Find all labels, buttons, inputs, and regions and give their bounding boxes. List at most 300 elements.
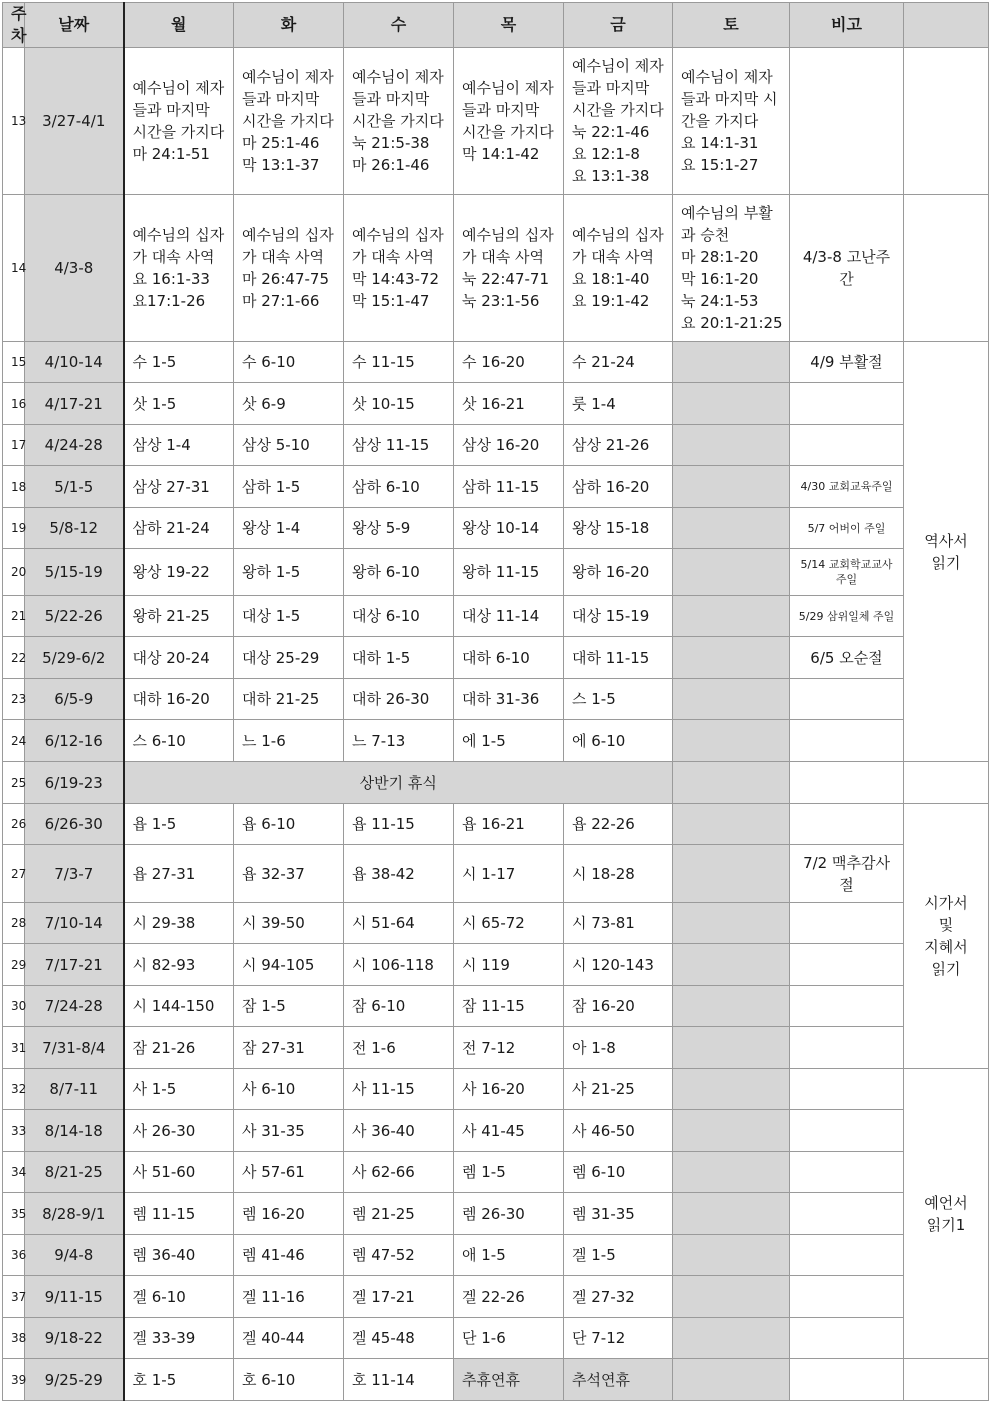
reading-tuesday: 렘 41-46 <box>234 1235 344 1276</box>
reading-tuesday: 사 6-10 <box>234 1069 344 1110</box>
reading-saturday <box>673 195 790 342</box>
text-line: 주일 <box>835 573 858 586</box>
reading-thursday: 시 1-17 <box>454 845 564 903</box>
reading-monday: 사 26-30 <box>124 1110 234 1152</box>
text-line: 및 <box>938 916 954 934</box>
saturday-blank <box>673 903 790 944</box>
text-line: 들과 마지막 <box>242 90 320 108</box>
text-line: 들과 마지막 <box>352 90 430 108</box>
text-line: 과 승천 <box>681 226 730 244</box>
reading-friday: 룻 1-4 <box>564 383 673 425</box>
reading-wednesday: 느 7-13 <box>344 720 454 762</box>
text-line: 요 19:1-42 <box>572 292 650 310</box>
week-dates: 5/1-5 <box>25 466 124 508</box>
week-row <box>3 1193 989 1235</box>
reading-tuesday: 호 6-10 <box>234 1359 344 1401</box>
header-note: 비고 <box>790 3 904 48</box>
text-line: 요 13:1-38 <box>572 167 650 185</box>
text-line: 가 대속 사역 <box>132 248 215 266</box>
section-blank <box>904 1359 989 1401</box>
reading-tuesday: 삼하 1-5 <box>234 466 344 508</box>
header-row <box>3 3 989 48</box>
reading-monday: 욥 27-31 <box>124 845 234 903</box>
reading-thursday <box>454 195 564 342</box>
week-row <box>3 1027 989 1069</box>
note-cell <box>790 762 904 804</box>
reading-monday: 수 1-5 <box>124 342 234 383</box>
reading-wednesday: 왕상 5-9 <box>344 508 454 549</box>
week-number: 19 <box>3 508 25 549</box>
reading-wednesday: 대상 6-10 <box>344 596 454 637</box>
week-dates: 4/10-14 <box>25 342 124 383</box>
reading-wednesday: 시 51-64 <box>344 903 454 944</box>
week-dates: 8/7-11 <box>25 1069 124 1110</box>
note-cell <box>790 944 904 986</box>
saturday-blank <box>673 720 790 762</box>
text-line: 시간을 가지다 <box>132 123 225 141</box>
reading-friday: 왕하 16-20 <box>564 549 673 596</box>
week-row <box>3 903 989 944</box>
week-row <box>3 508 989 549</box>
reading-friday: 스 1-5 <box>564 679 673 720</box>
note-cell <box>790 1318 904 1359</box>
week-row <box>3 1069 989 1110</box>
week-number: 17 <box>3 425 25 466</box>
reading-thursday: 시 119 <box>454 944 564 986</box>
reading-friday: 시 18-28 <box>564 845 673 903</box>
header-thursday: 목 <box>454 3 564 48</box>
reading-friday: 왕상 15-18 <box>564 508 673 549</box>
reading-wednesday <box>344 48 454 195</box>
text-line: 절 <box>839 875 854 894</box>
reading-tuesday: 수 6-10 <box>234 342 344 383</box>
note-cell <box>790 1027 904 1069</box>
reading-tuesday: 겔 11-16 <box>234 1276 344 1318</box>
reading-monday: 렘 36-40 <box>124 1235 234 1276</box>
reading-tuesday: 왕상 1-4 <box>234 508 344 549</box>
reading-saturday <box>673 48 790 195</box>
saturday-blank <box>673 986 790 1027</box>
note-cell <box>790 383 904 425</box>
reading-monday: 시 144-150 <box>124 986 234 1027</box>
note-cell <box>790 195 904 342</box>
reading-wednesday: 사 36-40 <box>344 1110 454 1152</box>
week-number: 20 <box>3 549 25 596</box>
reading-monday: 대하 16-20 <box>124 679 234 720</box>
saturday-blank <box>673 679 790 720</box>
week-dates: 5/15-19 <box>25 549 124 596</box>
note-cell <box>790 549 904 596</box>
reading-tuesday <box>234 48 344 195</box>
text-line: 예수님이 제자 <box>572 57 664 75</box>
note-cell <box>790 845 904 903</box>
reading-thursday: 잠 11-15 <box>454 986 564 1027</box>
reading-tuesday: 욥 32-37 <box>234 845 344 903</box>
reading-tuesday: 느 1-6 <box>234 720 344 762</box>
reading-wednesday: 욥 38-42 <box>344 845 454 903</box>
text-line: 마 28:1-20 <box>681 248 759 266</box>
text-line: 예수님이 제자 <box>462 79 554 97</box>
reading-plan-table <box>2 2 989 1401</box>
note-cell: 5/7 어버이 주일 <box>790 508 904 549</box>
reading-thursday <box>454 48 564 195</box>
week-dates: 7/17-21 <box>25 944 124 986</box>
text-line: 시간을 가지다 <box>572 101 664 119</box>
text-line: 들과 마지막 <box>462 101 540 119</box>
week-number: 24 <box>3 720 25 762</box>
header-section <box>904 3 989 48</box>
reading-wednesday: 수 11-15 <box>344 342 454 383</box>
saturday-blank <box>673 637 790 679</box>
text-line: 7/2 맥추감사 <box>803 853 890 872</box>
week-number: 37 <box>3 1276 25 1318</box>
reading-wednesday: 전 1-6 <box>344 1027 454 1069</box>
week-number: 21 <box>3 596 25 637</box>
week-number: 33 <box>3 1110 25 1152</box>
reading-thursday: 수 16-20 <box>454 342 564 383</box>
reading-friday: 대하 11-15 <box>564 637 673 679</box>
reading-thursday: 왕상 10-14 <box>454 508 564 549</box>
reading-wednesday: 겔 17-21 <box>344 1276 454 1318</box>
reading-friday: 추석연휴 <box>564 1359 673 1401</box>
note-cell <box>790 986 904 1027</box>
week-dates: 9/4-8 <box>25 1235 124 1276</box>
saturday-blank <box>673 342 790 383</box>
text-line: 간 <box>839 270 854 288</box>
text-line: 요 15:1-27 <box>681 156 759 174</box>
reading-thursday: 추휴연휴 <box>454 1359 564 1401</box>
section-label <box>904 804 989 1069</box>
reading-monday: 겔 33-39 <box>124 1318 234 1359</box>
reading-friday: 잠 16-20 <box>564 986 673 1027</box>
note-cell: 5/29 삼위일체 주일 <box>790 596 904 637</box>
note-cell <box>790 1069 904 1110</box>
week-row <box>3 762 989 804</box>
week-row <box>3 1235 989 1276</box>
reading-monday: 삼상 27-31 <box>124 466 234 508</box>
reading-wednesday: 렘 47-52 <box>344 1235 454 1276</box>
week-number: 39 <box>3 1359 25 1401</box>
header-date: 날짜 <box>25 3 124 48</box>
reading-monday: 왕하 21-25 <box>124 596 234 637</box>
week-number: 15 <box>3 342 25 383</box>
week-dates: 3/27-4/1 <box>25 48 124 195</box>
week-row <box>3 637 989 679</box>
reading-wednesday: 겔 45-48 <box>344 1318 454 1359</box>
week-number: 36 <box>3 1235 25 1276</box>
reading-friday: 겔 1-5 <box>564 1235 673 1276</box>
week-row <box>3 466 989 508</box>
saturday-blank <box>673 804 790 845</box>
text-line: 막 13:1-37 <box>242 156 320 174</box>
reading-friday: 수 21-24 <box>564 342 673 383</box>
text-line: 가 대속 사역 <box>352 248 434 266</box>
text-line: 읽기 <box>931 960 961 978</box>
week-dates: 9/18-22 <box>25 1318 124 1359</box>
text-line: 들과 마지막 시 <box>681 90 778 108</box>
text-line: 들과 마지막 <box>572 79 650 97</box>
section-label <box>904 1069 989 1359</box>
saturday-blank <box>673 1193 790 1235</box>
reading-tuesday: 대상 1-5 <box>234 596 344 637</box>
note-cell <box>790 679 904 720</box>
saturday-blank <box>673 1110 790 1152</box>
reading-monday <box>124 195 234 342</box>
week-row <box>3 1318 989 1359</box>
text-line: 눅 21:5-38 <box>352 134 430 152</box>
reading-thursday: 애 1-5 <box>454 1235 564 1276</box>
reading-monday: 욥 1-5 <box>124 804 234 845</box>
text-line: 마 27:1-66 <box>242 292 320 310</box>
reading-wednesday <box>344 195 454 342</box>
header-saturday: 토 <box>673 3 790 48</box>
week-row <box>3 804 989 845</box>
header-monday: 월 <box>124 3 234 48</box>
reading-tuesday: 사 57-61 <box>234 1152 344 1193</box>
week-dates: 7/31-8/4 <box>25 1027 124 1069</box>
saturday-blank <box>673 762 790 804</box>
week-number: 30 <box>3 986 25 1027</box>
week-dates: 9/25-29 <box>25 1359 124 1401</box>
note-cell <box>790 1193 904 1235</box>
header-wednesday: 수 <box>344 3 454 48</box>
week-number: 23 <box>3 679 25 720</box>
reading-monday: 잠 21-26 <box>124 1027 234 1069</box>
week-number: 18 <box>3 466 25 508</box>
reading-wednesday: 삼상 11-15 <box>344 425 454 466</box>
text-line: 읽기 <box>931 553 961 572</box>
saturday-blank <box>673 1318 790 1359</box>
week-number: 22 <box>3 637 25 679</box>
text-line: 간을 가지다 <box>681 112 759 130</box>
note-cell <box>790 1276 904 1318</box>
reading-thursday: 렘 26-30 <box>454 1193 564 1235</box>
week-dates: 6/5-9 <box>25 679 124 720</box>
reading-friday: 렘 31-35 <box>564 1193 673 1235</box>
text-line: 눅 23:1-56 <box>462 292 540 310</box>
week-number: 14 <box>3 195 25 342</box>
week-row <box>3 720 989 762</box>
note-cell <box>790 1235 904 1276</box>
reading-wednesday: 삿 10-15 <box>344 383 454 425</box>
reading-wednesday: 삼하 6-10 <box>344 466 454 508</box>
text-line: 시간을 가지다 <box>352 112 444 130</box>
week-row <box>3 986 989 1027</box>
week-row <box>3 845 989 903</box>
week-number: 26 <box>3 804 25 845</box>
week-row <box>3 596 989 637</box>
text-line: 눅 22:47-71 <box>462 270 549 288</box>
week-dates: 8/28-9/1 <box>25 1193 124 1235</box>
week-number: 38 <box>3 1318 25 1359</box>
reading-wednesday: 렘 21-25 <box>344 1193 454 1235</box>
text-line: 가 대속 사역 <box>462 248 544 266</box>
reading-tuesday: 잠 27-31 <box>234 1027 344 1069</box>
week-dates: 5/22-26 <box>25 596 124 637</box>
text-line: 마 26:47-75 <box>242 270 329 288</box>
reading-tuesday: 왕하 1-5 <box>234 549 344 596</box>
week-row <box>3 1276 989 1318</box>
week-number: 16 <box>3 383 25 425</box>
week-dates: 4/24-28 <box>25 425 124 466</box>
week-row <box>3 425 989 466</box>
text-line: 시가서 <box>924 894 968 912</box>
reading-thursday: 왕하 11-15 <box>454 549 564 596</box>
reading-friday: 렘 6-10 <box>564 1152 673 1193</box>
week-dates: 8/21-25 <box>25 1152 124 1193</box>
text-line: 막 15:1-47 <box>352 292 430 310</box>
text-line: 마 25:1-46 <box>242 134 320 152</box>
reading-wednesday: 잠 6-10 <box>344 986 454 1027</box>
text-line: 4/3-8 고난주 <box>802 248 891 266</box>
text-line: 요 18:1-40 <box>572 270 650 288</box>
text-line: 지혜서 <box>924 938 968 956</box>
week-dates: 4/3-8 <box>25 195 124 342</box>
week-number: 25 <box>3 762 25 804</box>
reading-thursday: 대상 11-14 <box>454 596 564 637</box>
section-blank <box>904 48 989 195</box>
saturday-blank <box>673 1152 790 1193</box>
text-line: 역사서 <box>924 531 968 550</box>
reading-tuesday: 대하 21-25 <box>234 679 344 720</box>
reading-tuesday: 대상 25-29 <box>234 637 344 679</box>
text-line: 가 대속 사역 <box>242 248 324 266</box>
reading-tuesday: 삼상 5-10 <box>234 425 344 466</box>
reading-friday <box>564 48 673 195</box>
reading-monday: 삿 1-5 <box>124 383 234 425</box>
reading-friday: 대상 15-19 <box>564 596 673 637</box>
reading-monday: 겔 6-10 <box>124 1276 234 1318</box>
week-dates: 7/24-28 <box>25 986 124 1027</box>
reading-wednesday: 욥 11-15 <box>344 804 454 845</box>
week-dates: 7/10-14 <box>25 903 124 944</box>
section-blank <box>904 195 989 342</box>
reading-tuesday: 시 94-105 <box>234 944 344 986</box>
saturday-blank <box>673 845 790 903</box>
reading-thursday: 시 65-72 <box>454 903 564 944</box>
reading-tuesday: 욥 6-10 <box>234 804 344 845</box>
saturday-blank <box>673 1069 790 1110</box>
week-dates: 5/29-6/2 <box>25 637 124 679</box>
text-line: 요17:1-26 <box>132 292 206 310</box>
text-line: 예수님의 십자 <box>572 226 664 244</box>
reading-wednesday: 대하 26-30 <box>344 679 454 720</box>
text-line: 막 14:1-42 <box>462 145 540 163</box>
text-line: 예수님이 제자 <box>352 68 444 86</box>
text-line: 요 14:1-31 <box>681 134 759 152</box>
reading-friday: 시 120-143 <box>564 944 673 986</box>
reading-friday: 에 6-10 <box>564 720 673 762</box>
week-row <box>3 679 989 720</box>
week-number: 27 <box>3 845 25 903</box>
text-line: 예수님의 십자 <box>462 226 554 244</box>
saturday-blank <box>673 944 790 986</box>
note-cell <box>790 425 904 466</box>
reading-monday: 대상 20-24 <box>124 637 234 679</box>
reading-thursday: 전 7-12 <box>454 1027 564 1069</box>
week-dates: 6/12-16 <box>25 720 124 762</box>
reading-friday: 단 7-12 <box>564 1318 673 1359</box>
reading-friday: 욥 22-26 <box>564 804 673 845</box>
header-friday: 금 <box>564 3 673 48</box>
text-line: 시간을 가지다 <box>462 123 554 141</box>
text-line: 가 대속 사역 <box>572 248 654 266</box>
week-row <box>3 549 989 596</box>
text-line: 예언서 <box>924 1193 968 1212</box>
week-row <box>3 1110 989 1152</box>
note-cell: 4/9 부활절 <box>790 342 904 383</box>
reading-monday: 시 82-93 <box>124 944 234 986</box>
reading-monday: 왕상 19-22 <box>124 549 234 596</box>
section-label <box>904 342 989 762</box>
reading-friday: 사 46-50 <box>564 1110 673 1152</box>
text-line: 예수님이 제자 <box>132 79 225 97</box>
saturday-blank <box>673 1235 790 1276</box>
note-cell <box>790 804 904 845</box>
reading-monday: 사 1-5 <box>124 1069 234 1110</box>
note-cell: 6/5 오순절 <box>790 637 904 679</box>
week-row <box>3 944 989 986</box>
reading-friday: 삼하 16-20 <box>564 466 673 508</box>
text-line: 눅 24:1-53 <box>681 292 759 310</box>
text-line: 요 12:1-8 <box>572 145 640 163</box>
section-blank <box>904 762 989 804</box>
break-cell: 상반기 휴식 <box>124 762 673 804</box>
reading-thursday: 겔 22-26 <box>454 1276 564 1318</box>
reading-tuesday: 삿 6-9 <box>234 383 344 425</box>
plan-body <box>3 48 989 1401</box>
reading-wednesday: 사 11-15 <box>344 1069 454 1110</box>
note-cell <box>790 1359 904 1401</box>
reading-friday: 아 1-8 <box>564 1027 673 1069</box>
reading-wednesday: 시 106-118 <box>344 944 454 986</box>
text-line: 예수님의 십자 <box>242 226 334 244</box>
reading-thursday: 사 41-45 <box>454 1110 564 1152</box>
saturday-blank <box>673 383 790 425</box>
note-cell <box>790 48 904 195</box>
week-number: 13 <box>3 48 25 195</box>
reading-monday: 삼상 1-4 <box>124 425 234 466</box>
reading-monday: 렘 11-15 <box>124 1193 234 1235</box>
reading-wednesday: 왕하 6-10 <box>344 549 454 596</box>
week-row <box>3 383 989 425</box>
text-line: 예수님의 부활 <box>681 204 773 222</box>
reading-tuesday: 시 39-50 <box>234 903 344 944</box>
reading-thursday: 삼상 16-20 <box>454 425 564 466</box>
week-dates: 6/26-30 <box>25 804 124 845</box>
text-line: 마 24:1-51 <box>132 145 210 163</box>
text-line: 예수님의 십자 <box>352 226 444 244</box>
reading-monday: 사 51-60 <box>124 1152 234 1193</box>
reading-friday: 시 73-81 <box>564 903 673 944</box>
text-line: 예수님이 제자 <box>681 68 773 86</box>
reading-tuesday: 겔 40-44 <box>234 1318 344 1359</box>
note-cell <box>790 720 904 762</box>
text-line: 예수님의 십자 <box>132 226 225 244</box>
saturday-blank <box>673 596 790 637</box>
reading-wednesday: 사 62-66 <box>344 1152 454 1193</box>
week-row <box>3 1359 989 1401</box>
week-dates: 7/3-7 <box>25 845 124 903</box>
saturday-blank <box>673 466 790 508</box>
reading-tuesday: 잠 1-5 <box>234 986 344 1027</box>
reading-friday: 겔 27-32 <box>564 1276 673 1318</box>
reading-monday: 스 6-10 <box>124 720 234 762</box>
text-line: 막 16:1-20 <box>681 270 759 288</box>
reading-wednesday: 대하 1-5 <box>344 637 454 679</box>
reading-thursday: 삼하 11-15 <box>454 466 564 508</box>
text-line: 5/14 교회학교교사 <box>800 558 893 571</box>
